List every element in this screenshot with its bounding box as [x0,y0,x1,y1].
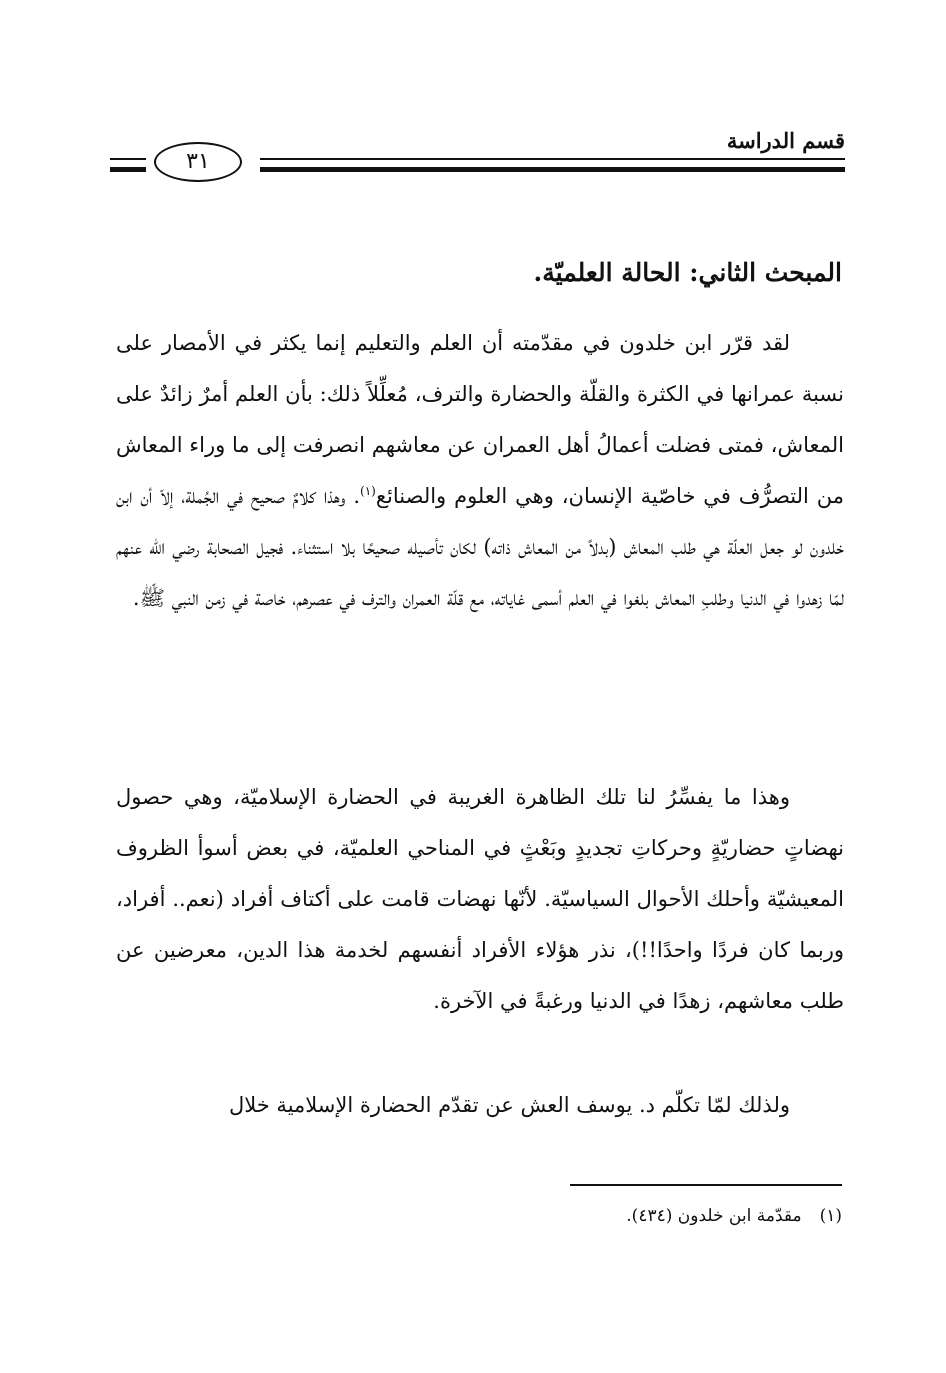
header-rule-short [110,158,146,172]
footnote-divider [570,1184,842,1186]
section-heading: المبحث الثاني: الحالة العلميّة. [533,258,842,287]
paragraph-1-text: لقد قرّر ابن خلدون في مقدّمته أن العلم والتعليم إنما يكثر في الأمصار على نسبة عمرانها في الكثرة والقلّة والحضارة والترف، مُعلِّلاً ذلك: بأن العلم أمرٌ زائدٌ على المعاش، فمتى فضلت أعمالُ أهل العمران عن معاشهم انصرفت إلى ما وراء المعاش من التصرُّف في خاصّية الإنسان، وهي العلوم والصنائع [116,331,844,508]
page-number: ٣١ [154,142,242,182]
paragraph-3-text: ولذلك لمّا تكلّم د. يوسف العش عن تقدّم الحضارة الإسلامية خلال [228,1093,790,1117]
paragraph-1 [116,318,844,624]
footnote [626,1206,842,1226]
paragraph-2-text: وهذا ما يفسِّرُ لنا تلك الظاهرة الغريبة في الحضارة الإسلاميّة، وهي حصول نهضاتٍ حضاريّةٍ وحركاتِ تجديدٍ وبَعْثٍ في المناحي العلميّة، في بعض أسوأ الظروف المعيشيّة وأحلك الأحوال السياسيّة. لأنّها نهضات قامت على أكتاف أفراد (نعم.. أفراد، وربما كان فردًا واحدًا!!)، نذر هؤلاء الأفراد أنفسهم لخدمة هذا الدين، معرضين عن طلب معاشهم، زهدًا في الدنيا ورغبةً في الآخرة. [116,785,844,1013]
footnote-number: (١) [819,1206,842,1226]
footnote-text: مقدّمة ابن خلدون (٤٣٤). [626,1206,802,1226]
paragraph-2 [116,772,844,1027]
header-rule [260,158,845,172]
paragraph-3 [116,1080,844,1131]
paragraph-1-text-continued: . وهذا كلامٌ صحيح في الجُملة، إلاّ أن ابن خلدون لو جعل العلّة هي طلب المعاش (بدلاً من المعاش ذاته) لكان تأصيله صحيحًا بلا استثناء. فجيل الصحابة رضي الله عنهم لمّا زهدوا في الدنيا وطلبِ المعاش بلغوا في العلم أسمى غاياته، مع قلّة العمران والترف في عصرهم، خاصة في زمن النبي ﷺ. [116,484,844,610]
section-name: قسم الدراسة [726,128,845,153]
page-header [110,118,845,188]
footnote-reference: (١) [360,484,376,498]
